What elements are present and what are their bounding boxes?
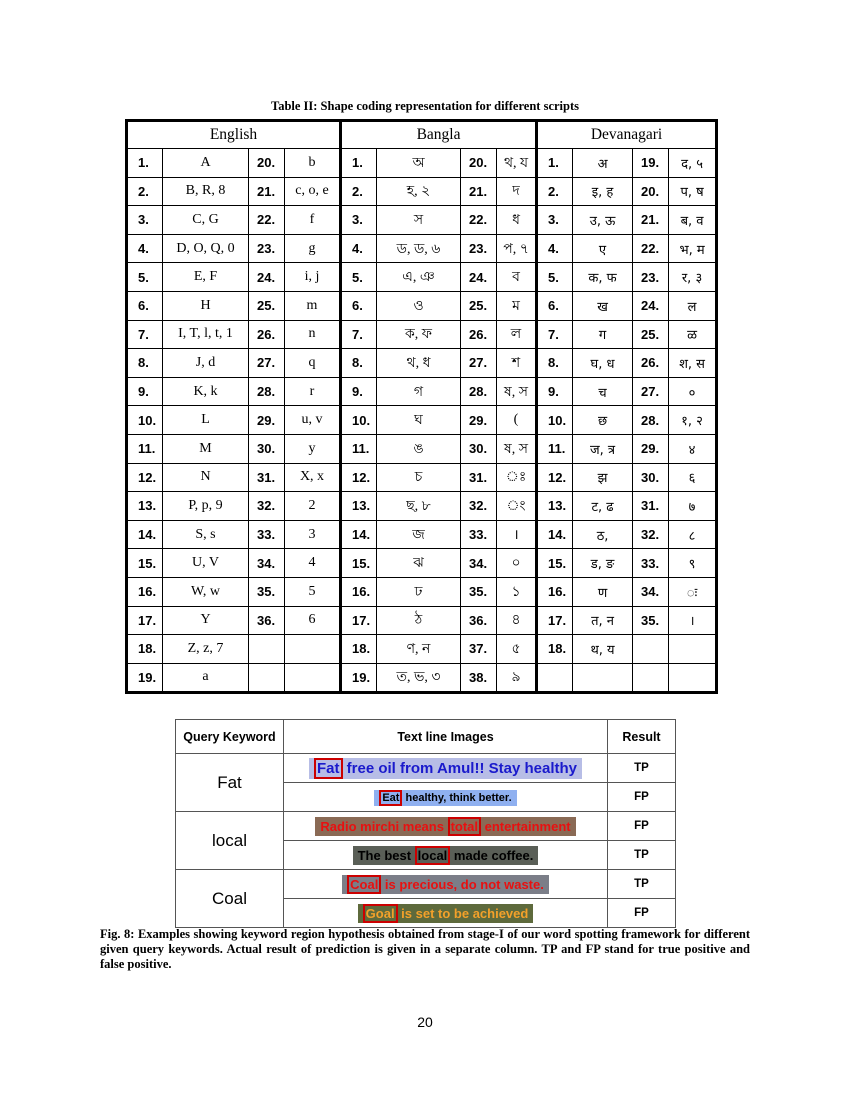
glyph-cell: চ [377, 463, 461, 492]
result-cell: FP [608, 783, 676, 812]
code-number-cell: 15. [341, 549, 377, 578]
glyph-cell: থ, ধ [377, 349, 461, 378]
code-number-cell: 22. [633, 234, 669, 263]
line-text-post: made coffee. [450, 847, 534, 863]
code-number-cell: 13. [127, 492, 163, 521]
glyph-cell: ণ, ন [377, 635, 461, 664]
code-number-cell: 1. [127, 149, 163, 178]
table-row [127, 263, 717, 292]
code-number-cell: 3. [341, 206, 377, 235]
code-number-cell: 21. [461, 177, 497, 206]
code-number-cell: 22. [461, 206, 497, 235]
code-number-cell: 22. [249, 206, 285, 235]
glyph-cell: A [163, 149, 249, 178]
code-number-cell: 23. [461, 234, 497, 263]
code-number-cell: 4. [341, 234, 377, 263]
result-cell: TP [608, 841, 676, 870]
glyph-cell: ১ [497, 577, 537, 606]
glyph-cell: E, F [163, 263, 249, 292]
glyph-cell: C, G [163, 206, 249, 235]
table-caption: Table II: Shape coding representation for different scripts [271, 99, 579, 113]
code-number-cell: 1. [537, 149, 573, 178]
glyph-cell: द, ५ [669, 149, 717, 178]
code-number-cell: 14. [341, 520, 377, 549]
glyph-cell: ঘ [377, 406, 461, 435]
code-number-cell: 12. [341, 463, 377, 492]
glyph-cell: ও [377, 291, 461, 320]
glyph-cell: भ, म [669, 234, 717, 263]
code-number-cell: 15. [127, 549, 163, 578]
glyph-cell: প, ৭ [497, 234, 537, 263]
glyph-cell: c, o, e [285, 177, 341, 206]
code-number-cell: 9. [341, 377, 377, 406]
code-number-cell: 3. [127, 206, 163, 235]
code-number-cell: 34. [461, 549, 497, 578]
header-devanagari: Devanagari [537, 121, 717, 149]
code-number-cell: 33. [633, 549, 669, 578]
glyph-cell: अ [573, 149, 633, 178]
glyph-cell: থ, য [497, 149, 537, 178]
glyph-cell: ० [669, 377, 717, 406]
glyph-cell: ষ, স [497, 377, 537, 406]
glyph-cell: ण [573, 577, 633, 606]
code-number-cell: 35. [249, 577, 285, 606]
code-number-cell: 35. [633, 606, 669, 635]
glyph-cell: 3 [285, 520, 341, 549]
glyph-cell: क, फ [573, 263, 633, 292]
line-text-post: is precious, do not waste. [381, 876, 544, 892]
line-text-post: free oil from Amul!! Stay healthy [342, 759, 577, 777]
glyph-cell: ৫ [497, 635, 537, 664]
glyph-cell: ৪ [497, 606, 537, 635]
code-number-cell: 19. [127, 663, 163, 693]
code-number-cell: 18. [341, 635, 377, 664]
figure-row [176, 812, 676, 841]
glyph-cell: ४ [669, 434, 717, 463]
code-number-cell: 32. [633, 520, 669, 549]
header-query-keyword: Query Keyword [176, 720, 284, 754]
glyph-cell: H [163, 291, 249, 320]
code-number-cell: 8. [341, 349, 377, 378]
code-number-cell: 7. [341, 320, 377, 349]
glyph-cell: ग [573, 320, 633, 349]
table-row [127, 406, 717, 435]
code-number-cell: 27. [249, 349, 285, 378]
code-number-cell: 17. [341, 606, 377, 635]
glyph-cell: f [285, 206, 341, 235]
glyph-cell: b [285, 149, 341, 178]
code-number-cell: 8. [537, 349, 573, 378]
glyph-cell: ঙ [377, 434, 461, 463]
glyph-cell: र, ३ [669, 263, 717, 292]
glyph-cell: a [163, 663, 249, 693]
code-number-cell: 30. [249, 434, 285, 463]
glyph-cell: ज, त्र [573, 434, 633, 463]
code-number-cell: 11. [127, 434, 163, 463]
code-number-cell: 25. [461, 291, 497, 320]
code-number-cell: 7. [127, 320, 163, 349]
glyph-cell: ळ [669, 320, 717, 349]
code-number-cell: 34. [633, 577, 669, 606]
glyph-cell: ৯ [497, 663, 537, 693]
result-cell: TP [608, 754, 676, 783]
code-number-cell: 10. [537, 406, 573, 435]
code-number-cell: 33. [461, 520, 497, 549]
code-number-cell: 7. [537, 320, 573, 349]
code-number-cell: 10. [127, 406, 163, 435]
code-number-cell: 25. [249, 291, 285, 320]
code-number-cell: 28. [249, 377, 285, 406]
glyph-cell: ঝ [377, 549, 461, 578]
glyph-cell: 2 [285, 492, 341, 521]
glyph-cell: গ [377, 377, 461, 406]
text-line-image-cell [284, 754, 608, 783]
code-number-cell: 2. [341, 177, 377, 206]
figure-row [176, 754, 676, 783]
table-row [127, 663, 717, 693]
code-number-cell: 32. [461, 492, 497, 521]
table-row [127, 291, 717, 320]
line-text-post: entertainment [481, 818, 571, 834]
glyph-cell: ६ [669, 463, 717, 492]
code-number-cell: 8. [127, 349, 163, 378]
code-number-cell: 3. [537, 206, 573, 235]
glyph-cell: ए [573, 234, 633, 263]
glyph-cell: ८ [669, 520, 717, 549]
code-number-cell: 29. [633, 434, 669, 463]
glyph-cell: ७ [669, 492, 717, 521]
code-number-cell: 23. [249, 234, 285, 263]
glyph-cell: S, s [163, 520, 249, 549]
shape-coding-table [125, 119, 718, 694]
code-number-cell: 6. [341, 291, 377, 320]
glyph-cell: ষ, স [497, 434, 537, 463]
code-number-cell: 20. [249, 149, 285, 178]
glyph-cell: ९ [669, 549, 717, 578]
line-text-post: is set to be achieved [397, 905, 529, 921]
code-number-cell: 31. [461, 463, 497, 492]
code-number-cell [537, 663, 573, 693]
table-row [127, 520, 717, 549]
table-row [127, 549, 717, 578]
glyph-cell [669, 635, 717, 664]
glyph-cell: त, न [573, 606, 633, 635]
text-line-image-cell [284, 841, 608, 870]
code-number-cell: 30. [633, 463, 669, 492]
glyph-cell: I, T, l, t, 1 [163, 320, 249, 349]
glyph-cell: ম [497, 291, 537, 320]
glyph-cell: r [285, 377, 341, 406]
glyph-cell: M [163, 434, 249, 463]
code-number-cell: 36. [249, 606, 285, 635]
code-number-cell: 35. [461, 577, 497, 606]
glyph-cell: এ, ঞ [377, 263, 461, 292]
text-line-image [374, 790, 516, 806]
code-number-cell: 14. [127, 520, 163, 549]
table-row [127, 577, 717, 606]
glyph-cell: D, O, Q, 0 [163, 234, 249, 263]
figure-row [176, 870, 676, 899]
table-row [127, 635, 717, 664]
glyph-cell: श, स [669, 349, 717, 378]
code-number-cell: 6. [127, 291, 163, 320]
keyword-hypothesis-box: Fat [314, 758, 343, 779]
code-number-cell: 30. [461, 434, 497, 463]
code-number-cell: 25. [633, 320, 669, 349]
code-number-cell: 16. [127, 577, 163, 606]
code-number-cell: 24. [249, 263, 285, 292]
text-line-image-cell [284, 870, 608, 899]
glyph-cell: শ [497, 349, 537, 378]
header-english: English [127, 121, 341, 149]
code-number-cell: 19. [633, 149, 669, 178]
table-row [127, 149, 717, 178]
glyph-cell: X, x [285, 463, 341, 492]
glyph-cell: L [163, 406, 249, 435]
code-number-cell: 6. [537, 291, 573, 320]
text-line-image [309, 758, 582, 779]
glyph-cell: স [377, 206, 461, 235]
glyph-cell: ঠ [377, 606, 461, 635]
line-text-pre: Radio mirchi means [320, 818, 448, 834]
code-number-cell: 36. [461, 606, 497, 635]
code-number-cell: 13. [341, 492, 377, 521]
glyph-cell: u, v [285, 406, 341, 435]
code-number-cell: 5. [537, 263, 573, 292]
glyph-cell: জ [377, 520, 461, 549]
glyph-cell: ठ, [573, 520, 633, 549]
code-number-cell: 9. [127, 377, 163, 406]
code-number-cell: 4. [127, 234, 163, 263]
code-number-cell: 11. [341, 434, 377, 463]
table-row [127, 320, 717, 349]
result-cell: FP [608, 812, 676, 841]
glyph-cell: P, p, 9 [163, 492, 249, 521]
glyph-cell: ( [497, 406, 537, 435]
glyph-cell: घ, ध [573, 349, 633, 378]
code-number-cell: 18. [537, 635, 573, 664]
query-keyword-cell: Fat [176, 754, 284, 812]
code-number-cell: 26. [249, 320, 285, 349]
line-text-pre: The best [357, 847, 415, 863]
glyph-cell: ख [573, 291, 633, 320]
glyph-cell: W, w [163, 577, 249, 606]
query-keyword-cell: Coal [176, 870, 284, 928]
figure-caption: Fig. 8: Examples showing keyword region hypothesis obtained from stage-I of our word spotting framework for different given query keywords. Actual result of prediction is given in a separate column. TP and FP stand for true positive and false positive. [100, 927, 750, 971]
glyph-cell: g [285, 234, 341, 263]
code-number-cell: 28. [633, 406, 669, 435]
glyph-cell: N [163, 463, 249, 492]
code-number-cell: 29. [249, 406, 285, 435]
code-number-cell: 37. [461, 635, 497, 664]
glyph-cell: ধ [497, 206, 537, 235]
glyph-cell: ছ, ৮ [377, 492, 461, 521]
keyword-spotting-table [175, 719, 676, 928]
code-number-cell [633, 635, 669, 664]
keyword-hypothesis-box: total [448, 817, 481, 836]
keyword-hypothesis-box: local [415, 846, 451, 865]
code-number-cell: 26. [461, 320, 497, 349]
table-row [127, 463, 717, 492]
code-number-cell: 19. [341, 663, 377, 693]
glyph-cell: অ [377, 149, 461, 178]
code-number-cell: 28. [461, 377, 497, 406]
code-number-cell: 34. [249, 549, 285, 578]
glyph-cell [573, 663, 633, 693]
table-row [127, 606, 717, 635]
code-number-cell: 2. [537, 177, 573, 206]
code-number-cell: 32. [249, 492, 285, 521]
code-number-cell: 12. [537, 463, 573, 492]
code-number-cell: 17. [537, 606, 573, 635]
glyph-cell: ः [669, 577, 717, 606]
code-number-cell: 14. [537, 520, 573, 549]
table-row [127, 177, 717, 206]
glyph-cell: B, R, 8 [163, 177, 249, 206]
table-row [127, 234, 717, 263]
code-number-cell: 27. [461, 349, 497, 378]
code-number-cell [249, 635, 285, 664]
glyph-cell: ल [669, 291, 717, 320]
glyph-cell: छ [573, 406, 633, 435]
code-number-cell: 20. [633, 177, 669, 206]
result-cell: FP [608, 899, 676, 928]
glyph-cell: i, j [285, 263, 341, 292]
glyph-cell: U, V [163, 549, 249, 578]
code-number-cell [249, 663, 285, 693]
glyph-cell: ড, ড, ৬ [377, 234, 461, 263]
table-row [127, 492, 717, 521]
code-number-cell: 24. [461, 263, 497, 292]
glyph-cell: इ, ह [573, 177, 633, 206]
header-result: Result [608, 720, 676, 754]
glyph-cell: ब, व [669, 206, 717, 235]
header-bangla: Bangla [341, 121, 537, 149]
glyph-cell [285, 635, 341, 664]
table-row [127, 434, 717, 463]
code-number-cell: 23. [633, 263, 669, 292]
glyph-cell: 6 [285, 606, 341, 635]
code-number-cell: 29. [461, 406, 497, 435]
code-number-cell: 4. [537, 234, 573, 263]
glyph-cell: 4 [285, 549, 341, 578]
code-number-cell: 13. [537, 492, 573, 521]
glyph-cell: y [285, 434, 341, 463]
glyph-cell: J, d [163, 349, 249, 378]
glyph-cell: १, २ [669, 406, 717, 435]
code-number-cell: 5. [341, 263, 377, 292]
glyph-cell: K, k [163, 377, 249, 406]
glyph-cell: Z, z, 7 [163, 635, 249, 664]
code-number-cell: 31. [249, 463, 285, 492]
glyph-cell: ड, ङ [573, 549, 633, 578]
code-number-cell: 16. [341, 577, 377, 606]
glyph-cell: দ [497, 177, 537, 206]
code-number-cell [633, 663, 669, 693]
code-number-cell: 26. [633, 349, 669, 378]
code-number-cell: 11. [537, 434, 573, 463]
glyph-cell: ट, ढ [573, 492, 633, 521]
glyph-cell: थ, य [573, 635, 633, 664]
code-number-cell: 24. [633, 291, 669, 320]
glyph-cell: n [285, 320, 341, 349]
glyph-cell: प, ष [669, 177, 717, 206]
code-number-cell: 21. [249, 177, 285, 206]
glyph-cell: Y [163, 606, 249, 635]
glyph-cell: ব [497, 263, 537, 292]
glyph-cell: m [285, 291, 341, 320]
glyph-cell: ০ [497, 549, 537, 578]
keyword-hypothesis-box: Eat [379, 790, 402, 806]
glyph-cell: 5 [285, 577, 341, 606]
code-number-cell: 21. [633, 206, 669, 235]
glyph-cell [669, 663, 717, 693]
glyph-cell: । [497, 520, 537, 549]
code-number-cell: 31. [633, 492, 669, 521]
glyph-cell: च [573, 377, 633, 406]
code-number-cell: 20. [461, 149, 497, 178]
text-line-image-cell [284, 899, 608, 928]
glyph-cell: হ, ২ [377, 177, 461, 206]
table-row [127, 349, 717, 378]
text-line-image [353, 846, 539, 865]
glyph-cell: । [669, 606, 717, 635]
code-number-cell: 5. [127, 263, 163, 292]
code-number-cell: 27. [633, 377, 669, 406]
code-number-cell: 1. [341, 149, 377, 178]
glyph-cell: ত, ভ, ৩ [377, 663, 461, 693]
query-keyword-cell: local [176, 812, 284, 870]
glyph-cell: ঃ [497, 463, 537, 492]
code-number-cell: 18. [127, 635, 163, 664]
text-line-image [342, 875, 549, 894]
keyword-hypothesis-box: Goal [363, 904, 398, 923]
glyph-cell: ঢ [377, 577, 461, 606]
glyph-cell: q [285, 349, 341, 378]
glyph-cell: ল [497, 320, 537, 349]
code-number-cell: 16. [537, 577, 573, 606]
result-cell: TP [608, 870, 676, 899]
code-number-cell: 15. [537, 549, 573, 578]
code-number-cell: 9. [537, 377, 573, 406]
keyword-hypothesis-box: Coal [347, 875, 381, 894]
line-text-post: healthy, think better. [402, 792, 512, 804]
code-number-cell: 38. [461, 663, 497, 693]
table-row [127, 206, 717, 235]
glyph-cell: झ [573, 463, 633, 492]
glyph-cell: ং [497, 492, 537, 521]
table-row [127, 377, 717, 406]
header-text-line-images: Text line Images [284, 720, 608, 754]
text-line-image-cell [284, 812, 608, 841]
text-line-image [315, 817, 575, 836]
glyph-cell: उ, ऊ [573, 206, 633, 235]
text-line-image-cell [284, 783, 608, 812]
glyph-cell [285, 663, 341, 693]
glyph-cell: ক, ফ [377, 320, 461, 349]
code-number-cell: 12. [127, 463, 163, 492]
code-number-cell: 33. [249, 520, 285, 549]
text-line-image [358, 904, 534, 923]
code-number-cell: 17. [127, 606, 163, 635]
code-number-cell: 2. [127, 177, 163, 206]
page-number: 20 [417, 1014, 433, 1030]
code-number-cell: 10. [341, 406, 377, 435]
